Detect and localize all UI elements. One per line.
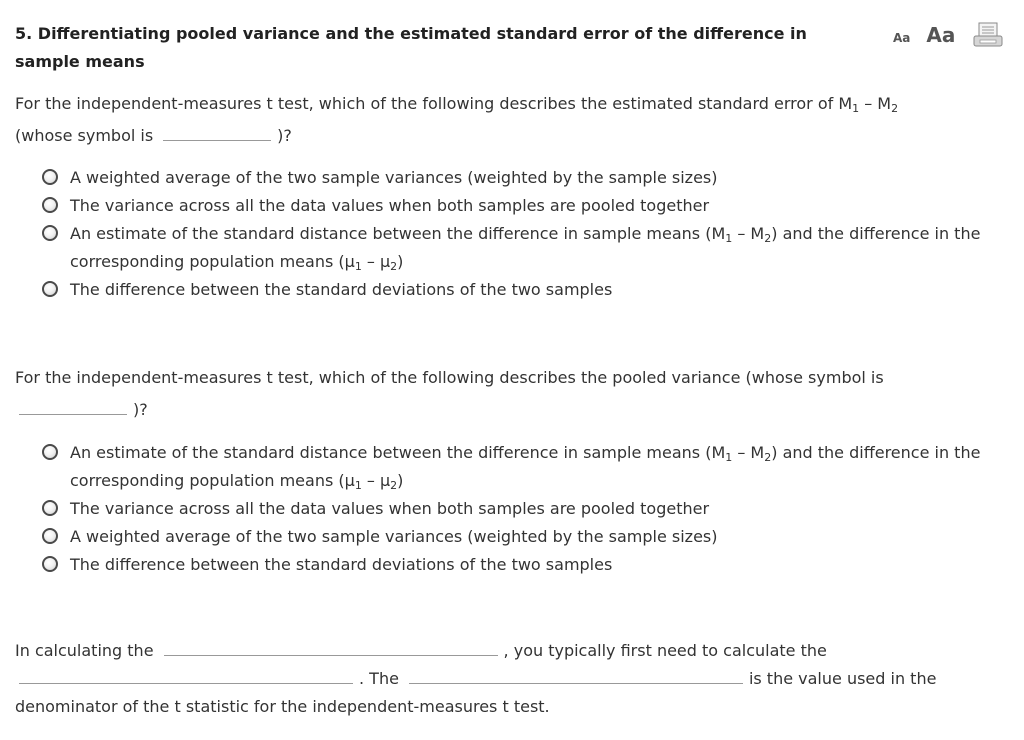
q3-text-1: In calculating the bbox=[15, 641, 154, 660]
q2-option-3[interactable] bbox=[42, 523, 1012, 551]
option-label: The variance across all the data values when both samples are pooled together bbox=[70, 196, 710, 215]
q1-option-2[interactable] bbox=[42, 192, 1012, 220]
radio-button[interactable] bbox=[42, 225, 58, 241]
q2-option-4[interactable] bbox=[42, 551, 1012, 579]
toolbar bbox=[893, 22, 1003, 48]
q2-prompt-end: )? bbox=[133, 400, 148, 419]
question-3-prompt bbox=[15, 637, 1010, 721]
question-2-prompt bbox=[15, 362, 1010, 426]
increase-font-button[interactable]: Aa bbox=[926, 23, 956, 47]
option-label: The difference between the standard deviations of the two samples bbox=[70, 555, 613, 574]
q1-option-3[interactable] bbox=[42, 220, 1012, 276]
question-1-options bbox=[42, 164, 1012, 304]
q1-prompt-text: For the independent-measures t test, which of the following describes the estimated standard error of $M_1 - M_2$ bbox=[15, 94, 899, 115]
option-label: A weighted average of the two sample variances (weighted by the sample sizes) bbox=[70, 527, 718, 546]
option-label: An estimate of the standard distance between the difference in sample means $(M_1 - M_2)$ and the difference in the corresponding population means $(\mu_1 - \mu_2)$ bbox=[70, 443, 981, 492]
q2-prompt-text: For the independent-measures t test, which of the following describes the pooled variance (whose symbol is bbox=[15, 368, 884, 387]
option-label: The variance across all the data values when both samples are pooled together bbox=[70, 499, 710, 518]
decrease-font-button[interactable]: Aa bbox=[893, 31, 911, 45]
option-label: A weighted average of the two sample variances (weighted by the sample sizes) bbox=[70, 168, 718, 187]
q3-blank-1-dropdown[interactable] bbox=[164, 637, 498, 656]
radio-button[interactable] bbox=[42, 197, 58, 213]
option-label: An estimate of the standard distance between the difference in sample means $(M_1 - M_2)$ and the difference in the corresponding population means $(\mu_1 - \mu_2)$ bbox=[70, 224, 981, 273]
radio-button[interactable] bbox=[42, 556, 58, 572]
question-1-prompt bbox=[15, 88, 1010, 152]
q2-symbol-dropdown[interactable] bbox=[19, 396, 127, 415]
q1-option-4[interactable] bbox=[42, 276, 1012, 304]
q2-option-1[interactable] bbox=[42, 439, 1012, 495]
radio-button[interactable] bbox=[42, 528, 58, 544]
q3-blank-2-dropdown[interactable] bbox=[19, 665, 353, 684]
q1-prompt-text-2: (whose symbol is bbox=[15, 126, 154, 145]
q3-text-2: , you typically first need to calculate the bbox=[503, 641, 827, 660]
question-2-options bbox=[42, 439, 1012, 579]
question-header bbox=[15, 20, 875, 76]
q1-option-1[interactable] bbox=[42, 164, 1012, 192]
q1-prompt-end: )? bbox=[277, 126, 292, 145]
radio-button[interactable] bbox=[42, 169, 58, 185]
q2-option-2[interactable] bbox=[42, 495, 1012, 523]
q3-text-4: is the value used in the denominator of the t statistic for the independent-measures t test. bbox=[15, 669, 937, 716]
print-icon[interactable] bbox=[973, 22, 1003, 48]
q3-blank-3-dropdown[interactable] bbox=[409, 665, 743, 684]
q3-text-3: . The bbox=[359, 669, 399, 688]
option-label: The difference between the standard deviations of the two samples bbox=[70, 280, 613, 299]
radio-button[interactable] bbox=[42, 281, 58, 297]
question-title: 5. Differentiating pooled variance and the estimated standard error of the difference in sample means bbox=[15, 24, 807, 71]
q1-symbol-dropdown[interactable] bbox=[163, 122, 271, 141]
radio-button[interactable] bbox=[42, 444, 58, 460]
radio-button[interactable] bbox=[42, 500, 58, 516]
